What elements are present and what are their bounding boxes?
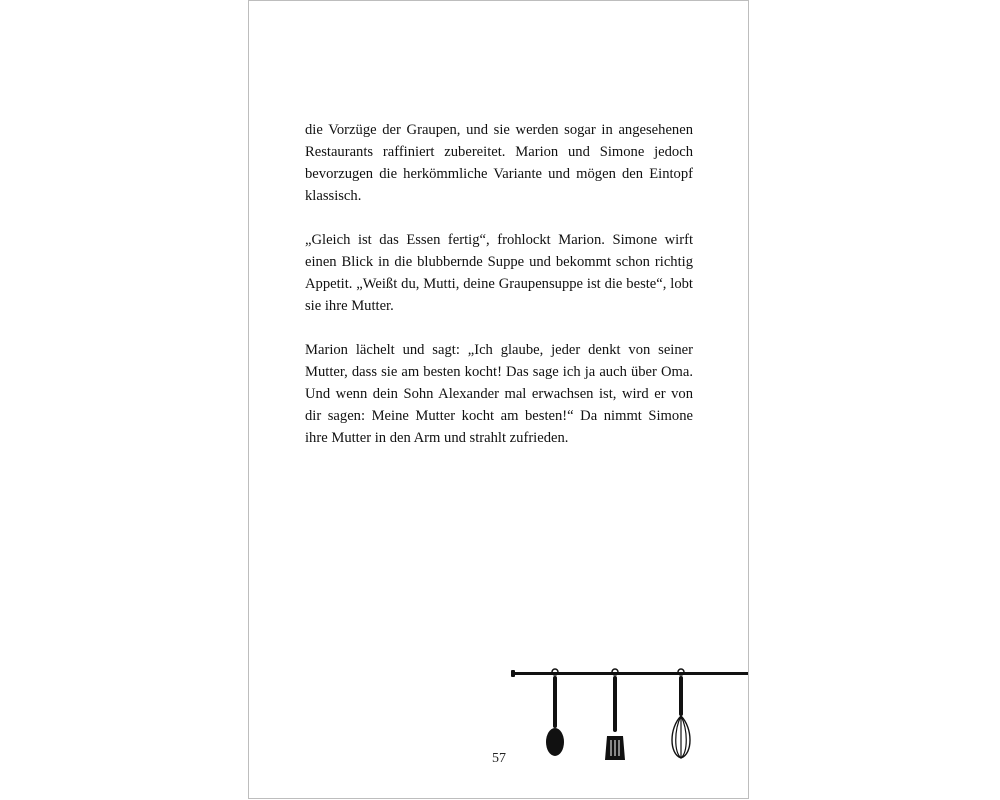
- ladle-icon: [546, 669, 564, 756]
- paragraph-3: Marion lächelt und sagt: „Ich glaube, jeder denkt von seiner Mutter, dass sie am besten kocht! Das sage ich ja auch über Oma. Und wenn dein Sohn Alexander mal erwachsen ist, wird er von dir sagen: Meine Mutter kocht am besten!“ Da nimmt Simone ihre Mutter in den Arm und strahlt zufrieden.: [305, 342, 693, 446]
- paragraph-1: die Vorzüge der Graupen, und sie werden sogar in angesehenen Restaurants raffiniert zubereitet. Marion und Simone jedoch bevorzugen die herkömmliche Variante und mögen den Eintopf klassisch.: [305, 122, 693, 204]
- body-text: [305, 119, 693, 471]
- utensil-rail-icon: [511, 670, 749, 677]
- whisk-icon: [672, 669, 690, 758]
- book-page: [248, 0, 749, 799]
- spatula-icon: [605, 669, 625, 760]
- paragraph-2: „Gleich ist das Essen fertig“, frohlockt Marion. Simone wirft einen Blick in die blubbernde Suppe und bekommt schon richtig Appetit. „Weißt du, Mutti, deine Graupensuppe ist die beste“, lobt sie ihre Mutter.: [305, 232, 693, 314]
- page-number: 57: [492, 751, 506, 766]
- kitchen-utensils-illustration: [511, 666, 749, 766]
